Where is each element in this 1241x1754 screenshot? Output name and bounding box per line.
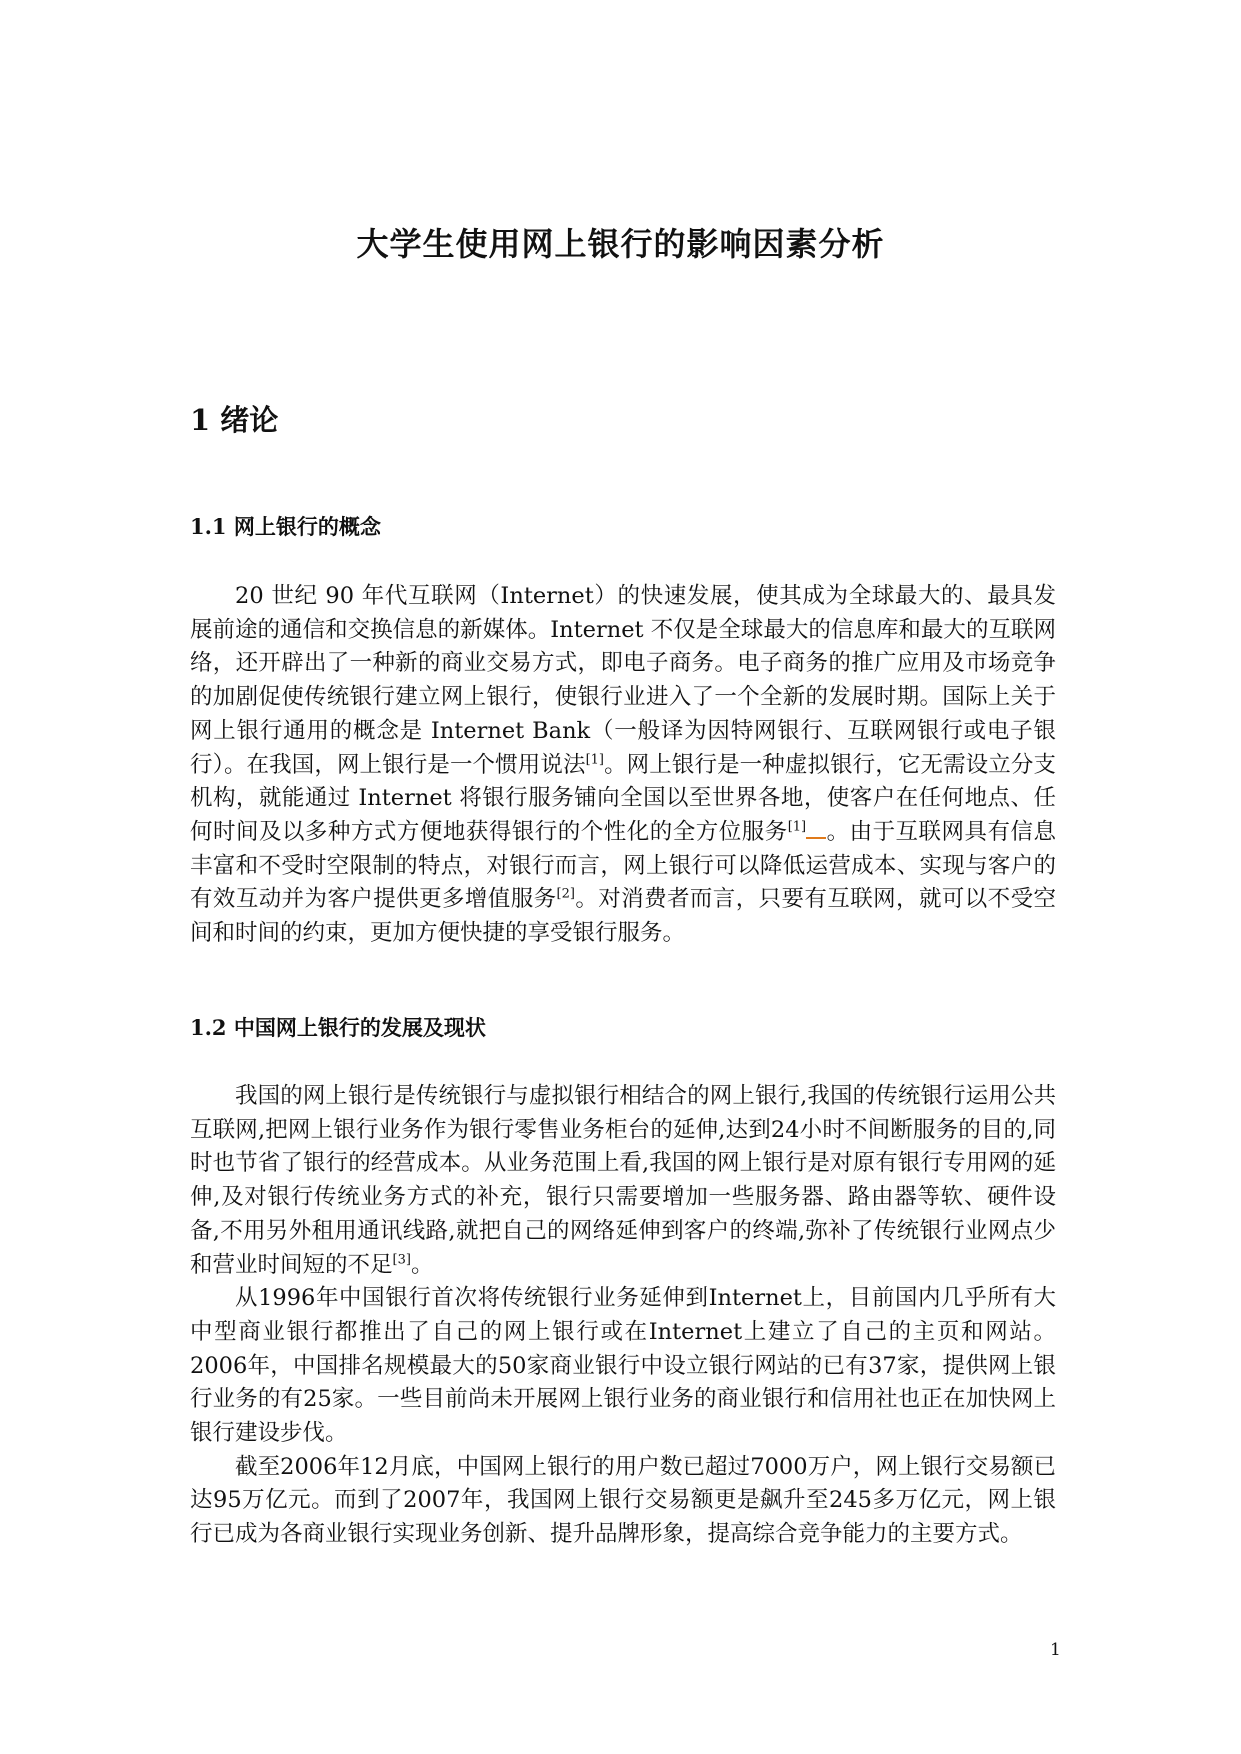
section-1-2-body	[190, 1080, 1056, 1552]
text-run: 我国的网上银行是传统银行与虚拟银行相结合的网上银行,我国的传统银行运用公共互联网,把网上银行业务作为银行零售业务柜台的延伸,达到24小时不间断服务的目的,同时也节省了银行的经营成本。从业务范围上看,我国的网上银行是对原有银行专用网的延伸,及对银行传统业务方式的补充，银行只需要增加一些服务器、路由器等软、硬件设备,不用另外租用通讯线路,就把自己的网络延伸到客户的终端,弥补了传统银行业网点少和营业时间短的不足	[190, 1083, 1056, 1278]
section-1-1-body	[190, 580, 1056, 951]
edit-mark	[806, 835, 826, 839]
section-heading-1-1: 1.1 网上银行的概念	[190, 514, 381, 539]
chapter-heading: 1 绪论	[190, 403, 279, 437]
text-run: 。	[410, 1251, 434, 1278]
paragraph	[190, 1080, 1056, 1282]
citation-ref[interactable]: [1]	[787, 819, 807, 835]
text-run: 截至2006年12月底，中国网上银行的用户数已超过7000万户，网上银行交易额已达95万亿元。而到了2007年，我国网上银行交易额更是飙升至245多万亿元，网上银行已成为各商业银行实现业务创新、提升品牌形象，提高综合竞争能力的主要方式。	[190, 1453, 1056, 1548]
text-run: 。由于互联网具有信息丰富和不受时空限制的特点，对银行而言，网上银行可以降低运营成本、实现与客户的有效互动并为客户提供更多增值服务	[190, 818, 1056, 913]
paragraph	[190, 580, 1056, 951]
citation-ref[interactable]: [3]	[392, 1252, 411, 1268]
text-run: 20 世纪 90 年代互联网（Internet）的快速发展，使其成为全球最大的、最具发展前途的通信和交换信息的新媒体。Internet 不仅是全球最大的信息库和最大的互联网络，还开辟出了一种新的商业交易方式，即电子商务。电子商务的推广应用及市场竞争的加剧促使传统银行建立网上银行，使银行业进入了一个全新的发展时期。国际上关于网上银行通用的概念是 Internet Bank（一般译为因特网银行、互联网银行或电子银行）。在我国，网上银行是一个惯用说法	[190, 583, 1056, 778]
page-number: 1	[1050, 1640, 1061, 1660]
section-heading-1-2: 1.2 中国网上银行的发展及现状	[190, 1015, 486, 1040]
citation-ref[interactable]: [2]	[556, 886, 575, 902]
text-run: 从1996年中国银行首次将传统银行业务延伸到Internet上，目前国内几乎所有大中型商业银行都推出了自己的网上银行或在Internet上建立了自己的主页和网站。2006年，中国排名规模最大的50家商业银行中设立银行网站的已有37家，提供网上银行业务的有25家。一些目前尚未开展网上银行业务的商业银行和信用社也正在加快网上银行建设步伐。	[190, 1285, 1056, 1447]
paragraph	[190, 1451, 1056, 1552]
text-run: 。网上银行是一种虚拟银行，它无需设立分支机构，就能通过 Internet 将银行服务铺向全国以至世界各地，使客户在任何地点、任何时间及以多种方式方便地获得银行的个性化的全方位服务	[190, 751, 1056, 845]
text-run: 。对消费者而言，只要有互联网，就可以不受空间和时间的约束，更加方便快捷的享受银行服务。	[190, 886, 1056, 947]
paragraph	[190, 1282, 1056, 1451]
document-title: 大学生使用网上银行的影响因素分析	[356, 225, 885, 263]
citation-ref[interactable]: [1]	[585, 752, 604, 768]
